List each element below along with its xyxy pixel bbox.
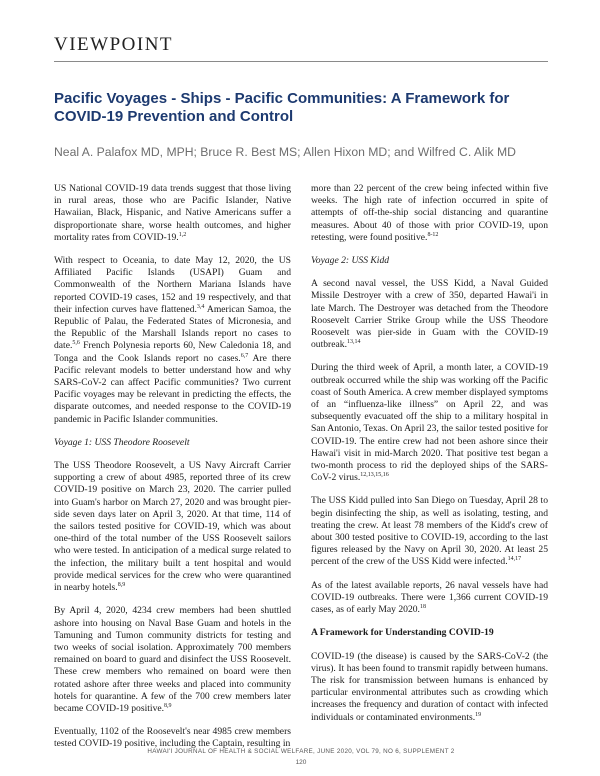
reference-marker: 14,17 bbox=[507, 556, 522, 563]
paragraph: The USS Kidd pulled into San Diego on Tuesday, April 28 to begin disinfecting the ship, as well as isolating, testing, and treating the crew. At least 78 members of the Kidd's crew of about 300 tested positive to COVID-19, according to the last figures released by the Navy on April 30, 2020. At least 25 percent of the crew of the USS Kidd were infected.$^{14,17}$ bbox=[311, 495, 548, 568]
article-title: Pacific Voyages - Ships - Pacific Communities: A Framework for COVID-19 Prevention and Control bbox=[54, 90, 510, 125]
paragraph: With respect to Oceania, to date May 12, 2020, the US Affiliated Pacific Islands (USAPI) Guam and Commonwealth of the Northern Mariana Islands have reported COVID-19 cases, 152 and 19 respectively, and that their infection curves have flattened.$^{3,4}$ American Samoa, the Republic of Palau, the Federated States of Micronesia, and the Republic of the Marshall Islands report no cases to date.$^{5,6}$ French Polynesia reports 60, New Caledonia 18, and Tonga and the Cook Islands report no cases.$^{6,7}$ Are there Pacific relevant models to better understand how and why SARS-CoV-2 can affect Pacific communities? Two current Pacific voyages may be relevant in predicting the effects, the disparate outcomes, and needed response to the COVID-19 pandemic in Pacific Islander communities. bbox=[54, 255, 291, 425]
reference-marker: 19 bbox=[475, 711, 482, 718]
reference-marker: 8-12 bbox=[427, 231, 439, 238]
paragraph: COVID-19 (the disease) is caused by the SARS-CoV-2 (the virus). It has been found to transmit rapidly between humans. The risk for transmission between humans is enhanced by particular environmental attributes such as crowding which increases the frequency and duration of contact with infected individuals or contaminated environments.$^{19}$ bbox=[311, 650, 548, 723]
journal-footer: HAWAI'I JOURNAL OF HEALTH & SOCIAL WELFARE, JUNE 2020, VOL 79, NO 6, SUPPLEMENT 2 bbox=[147, 748, 455, 755]
paragraph: A second naval vessel, the USS Kidd, a Naval Guided Missile Destroyer with a crew of 350, departed Hawai'i in late March. The Destroyer was detached from the Theodore Roosevelt Carrier Strike Group while the USS Theodore Roosevelt was pier-side in Guam with the COVID-19 outbreak.$^{13,14}$ bbox=[311, 278, 548, 351]
reference-marker: 18 bbox=[419, 603, 426, 610]
reference-marker: 3,4 bbox=[196, 303, 205, 310]
paragraph: By April 4, 2020, 4234 crew members had been shuttled ashore into housing on Naval Base Guam and hotels in the Tamuning and Tumon community districts for testing and two weeks of social isolation. Approximately 700 members remained on board to guard and disinfect the USS Roosevelt. These crew members who remained on board were then rotated ashore after three weeks and placed into community hotels for quarantine. A few of the 700 crew members later became COVID-19 positive.$^{8,9}$ bbox=[54, 605, 291, 714]
subheading-framework: A Framework for Understanding COVID-19 bbox=[311, 627, 494, 639]
reference-marker: 8,9 bbox=[164, 702, 172, 709]
paragraph: During the third week of April, a month later, a COVID-19 outbreak occurred while the ship was working off the Pacific coast of South America. A crew member displayed symptoms of an “influenza-like illness” on April 22, and was subsequently evacuated off the ship to a military hospital in San Antonio, Texas. On April 23, the sailor tested positive for COVID-19. The entire crew had not been ashore since their Hawai'i visit in mid-March 2020. That positive test began a two-month process to rid the deployed ships of the SARS-CoV-2 virus.$^{12,13,15,16}$ bbox=[311, 362, 548, 484]
paragraph: more than 22 percent of the crew being infected within five weeks. The high rate of infection occurred in spite of attempts of off-the-ship social distancing and quarantine measures. About 40 of those with prior COVID-19, upon retesting, were found positive.$^{8-12}$ bbox=[311, 183, 548, 243]
reference-marker: 13,14 bbox=[346, 339, 361, 346]
paragraph: The USS Theodore Roosevelt, a US Navy Aircraft Carrier supporting a crew of about 4985, reported three of its crew COVID-19 positive on March 23, 2020. The carrier pulled into Guam's harbor on March 27, 2020 and was brought pier-side seven days later on April 3, 2020. At that time, 114 of the sailors tested positive for COVID-19, which was about one-third of the total number of the USS Roosevelt sailors who were tested. In anticipation of a medical surge related to the infection, the military built a tent hospital and would provide medical services for the crew who were quarantined in nearby hotels.$^{8,9}$ bbox=[54, 460, 291, 594]
paragraph: Eventually, 1102 of the Roosevelt's near 4985 crew members tested COVID-19 positive, including the Captain, resulting in bbox=[54, 726, 291, 750]
paragraph: As of the latest available reports, 26 naval vessels have had COVID-19 outbreaks. There were 1,366 current COVID-19 cases, as of early May 2020.18 bbox=[311, 579, 548, 616]
subheading-voyage-2: Voyage 2: USS Kidd bbox=[311, 255, 390, 267]
paragraph: US National COVID-19 data trends suggest that those living in rural areas, those who are Pacific Islander, Native Hawaiian, Black, Hispanic, and Native Americans suffer a disproportionate share, worse health outcomes, and higher mortality rates from COVID-19.$^{1,2}$ bbox=[54, 183, 291, 243]
reference-marker: 6,7 bbox=[240, 352, 249, 359]
reference-marker: 1,2 bbox=[178, 231, 187, 238]
header-rule bbox=[54, 61, 548, 62]
page-number: 120 bbox=[295, 759, 307, 766]
left-column bbox=[54, 183, 291, 762]
reference-marker: 5,6 bbox=[72, 340, 80, 347]
section-label: VIEWPOINT bbox=[54, 34, 174, 55]
reference-marker: 8,9 bbox=[117, 581, 126, 588]
subheading-voyage-1: Voyage 1: USS Theodore Roosevelt bbox=[54, 436, 190, 448]
reference-marker: 12,13,15,16 bbox=[360, 472, 389, 479]
right-column bbox=[311, 183, 548, 735]
author-list: Neal A. Palafox MD, MPH; Bruce R. Best MS; Allen Hixon MD; and Wilfred C. Alik MD bbox=[54, 145, 516, 159]
